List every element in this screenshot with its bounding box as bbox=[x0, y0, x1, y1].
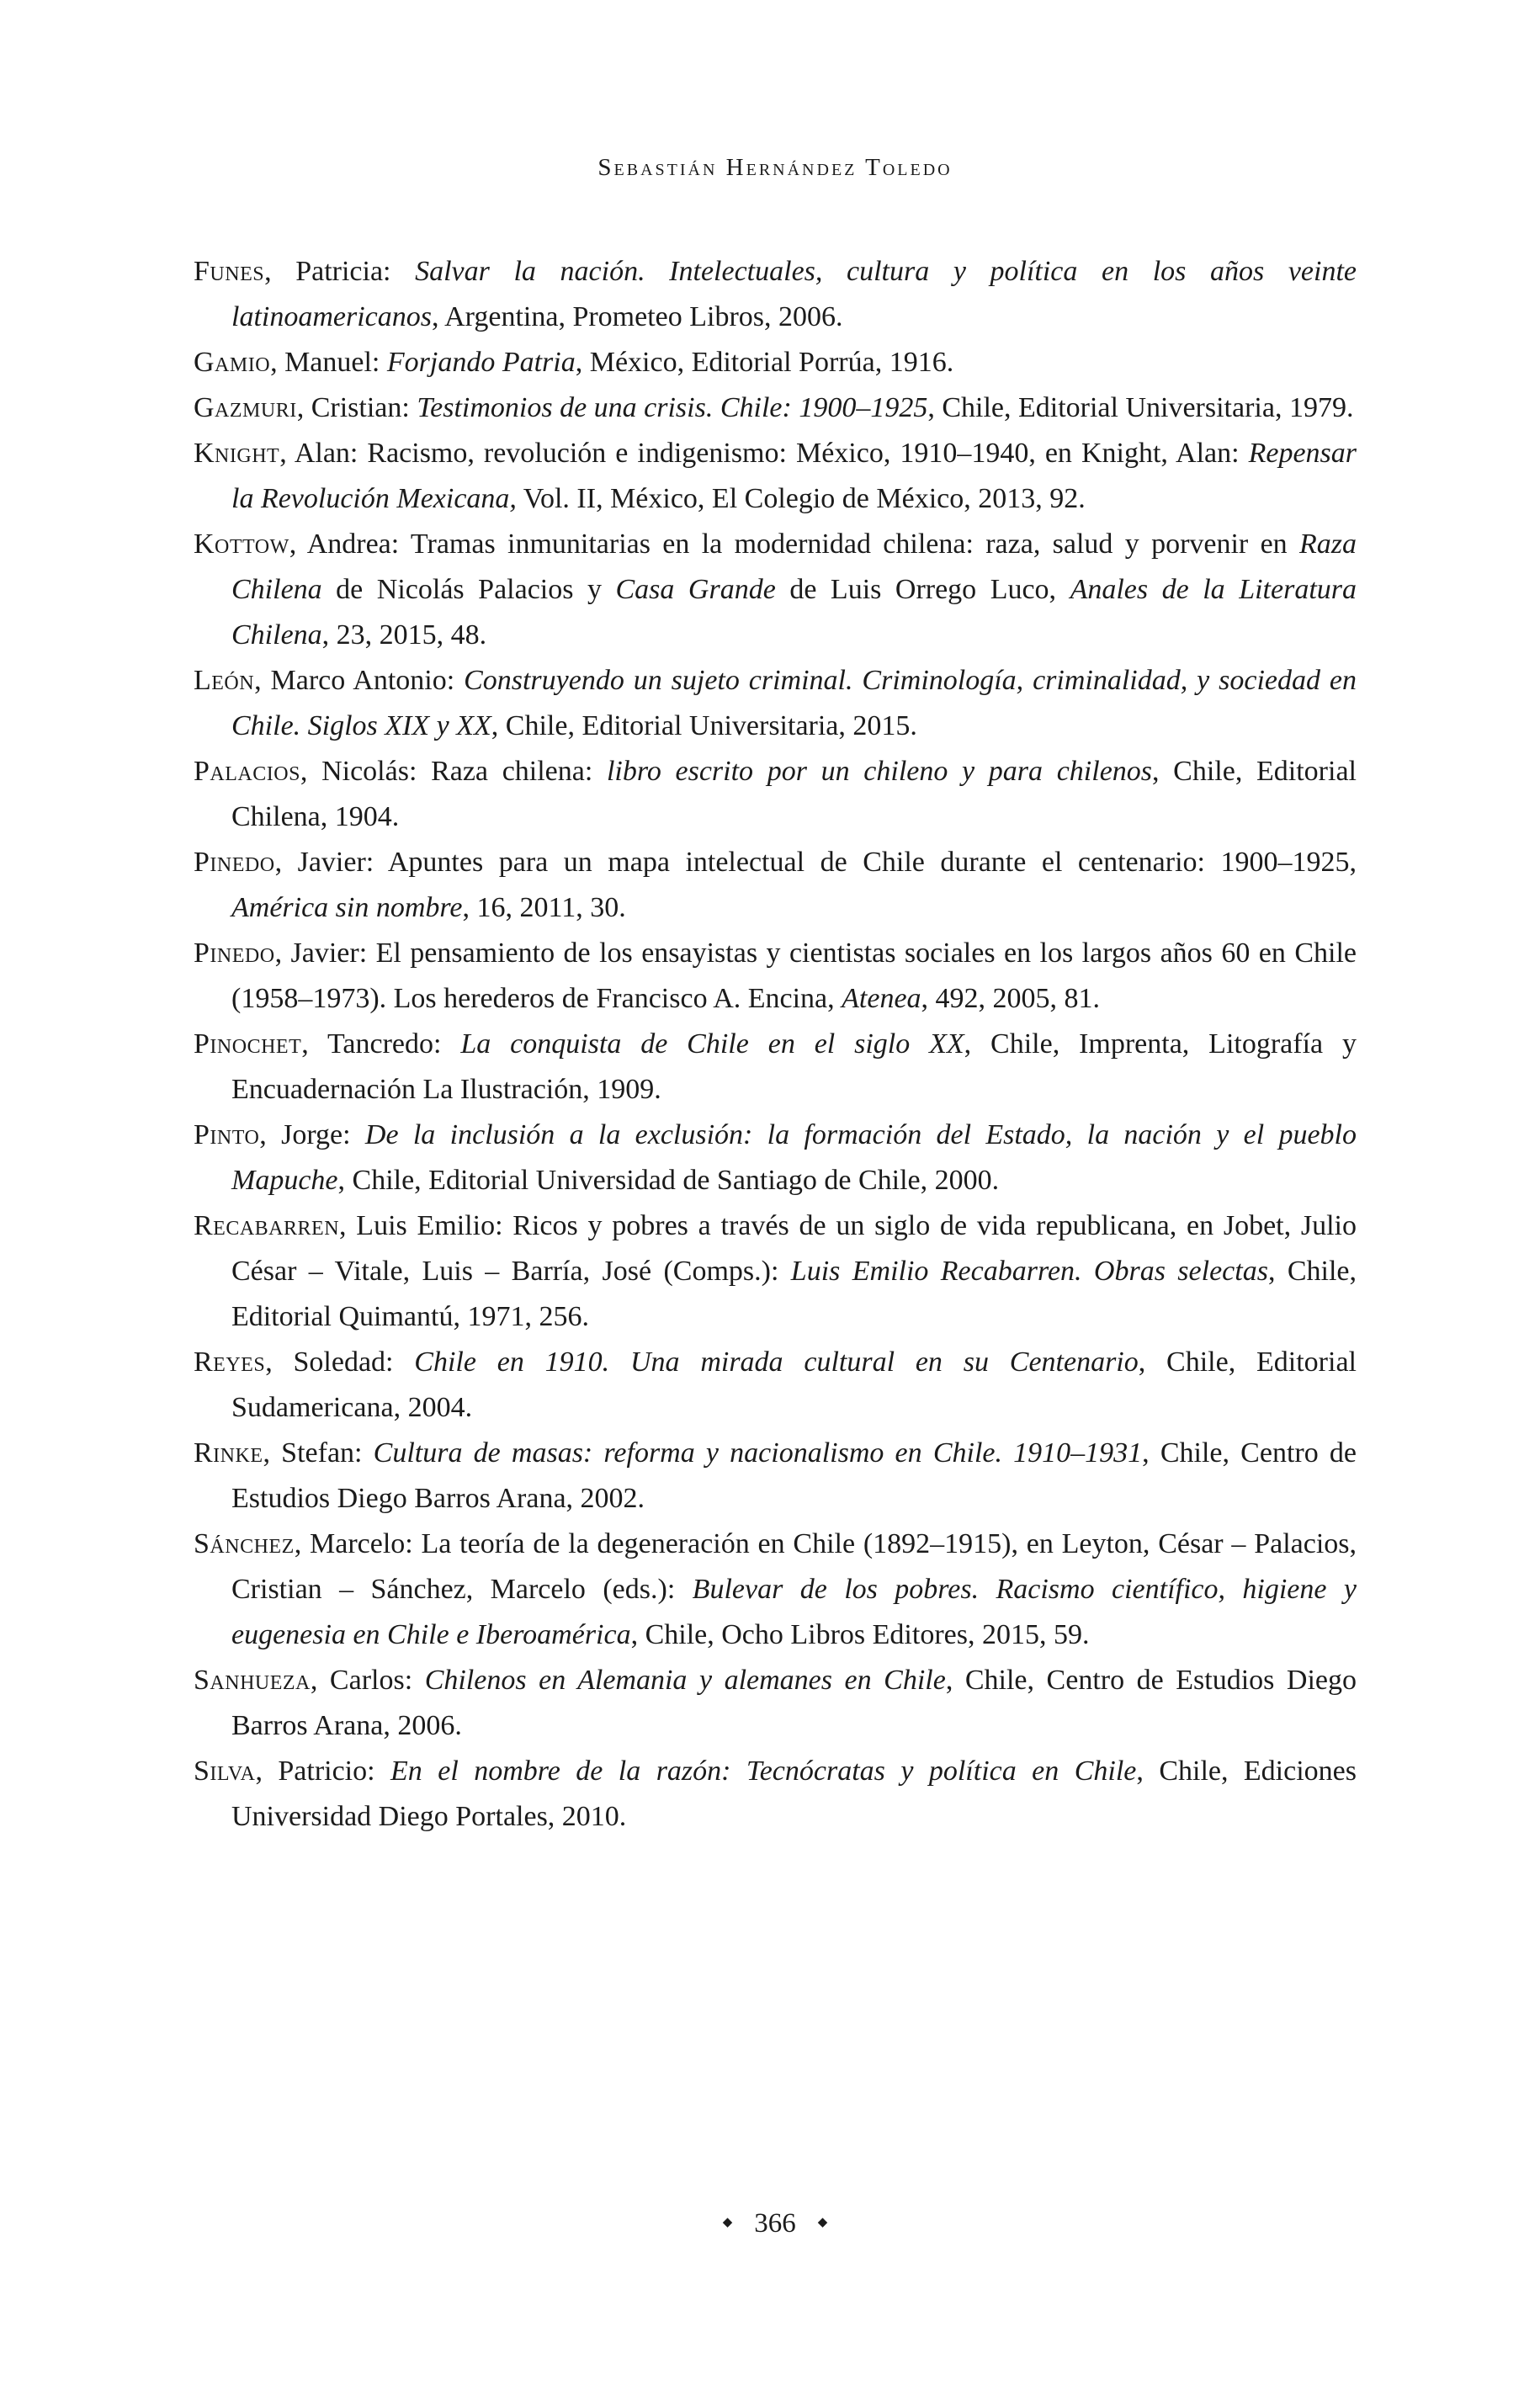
work-title: Construyendo un sujeto criminal. Criminología, criminalidad, y sociedad en Chile. Siglos XIX y XX bbox=[231, 665, 1357, 741]
work-title: Forjando Patria bbox=[386, 347, 576, 378]
bibliography-entry bbox=[194, 431, 1357, 522]
entry-text: , Marco Antonio: bbox=[254, 665, 465, 696]
work-title: La conquista de Chile en el siglo XX bbox=[460, 1028, 964, 1060]
bibliography-entry bbox=[194, 1749, 1357, 1840]
running-header bbox=[194, 154, 1357, 182]
entry-text: , Carlos: bbox=[310, 1665, 425, 1696]
page-footer bbox=[194, 2208, 1357, 2239]
entry-text: , Chile, Centro de Estudios Diego Barros Arana, 2006. bbox=[231, 1665, 1357, 1741]
work-title: Bulevar de los pobres. Racismo científico, higiene y eugenesia en Chile e Iberoamérica bbox=[231, 1574, 1357, 1650]
author-surname: Pinedo bbox=[194, 938, 275, 969]
work-title: Anales de la Literatura Chilena bbox=[231, 574, 1357, 651]
entry-text: , Andrea: Tramas inmunitarias en la modernidad chilena: raza, salud y porvenir en bbox=[289, 529, 1299, 560]
work-title: Chilenos en Alemania y alemanes en Chile bbox=[424, 1665, 946, 1696]
author-surname: Knight bbox=[194, 438, 280, 469]
bibliography-entry bbox=[194, 340, 1357, 385]
work-title: Atenea bbox=[842, 983, 921, 1014]
work-title: Repensar la Revolución Mexicana, bbox=[231, 438, 1357, 514]
author-surname: Rinke bbox=[194, 1437, 263, 1469]
entry-text: , Tancredo: bbox=[301, 1028, 461, 1060]
author-surname: Kottow bbox=[194, 529, 289, 560]
bibliography-entry bbox=[194, 1658, 1357, 1749]
bibliography-entry bbox=[194, 1431, 1357, 1522]
bibliography-entry bbox=[194, 1113, 1357, 1203]
entry-text: , Manuel: bbox=[270, 347, 387, 378]
entry-text: , Chile, Editorial Universidad de Santiago de Chile, 2000. bbox=[337, 1165, 1000, 1196]
entry-text: , Nicolás: Raza chilena: bbox=[300, 756, 607, 787]
author-surname: Pinochet bbox=[194, 1028, 302, 1060]
work-title: De la inclusión a la exclusión: la formación del Estado, la nación y el pueblo Mapuche bbox=[231, 1119, 1357, 1196]
author-surname: Silva bbox=[194, 1756, 256, 1787]
work-title: América sin nombre bbox=[231, 892, 463, 923]
entry-text: , Chile, Imprenta, Litografía y Encuadernación La Ilustración, 1909. bbox=[231, 1028, 1357, 1105]
running-header-text: Sebastián Hernández Toledo bbox=[597, 154, 953, 181]
work-title: Chile en 1910. Una mirada cultural en su Centenario bbox=[414, 1347, 1139, 1378]
entry-text: , Luis Emilio: Ricos y pobres a través de un siglo de vida republicana, en Jobet, Julio César – Vitale, Luis – Barría, José (Comps.): bbox=[231, 1210, 1357, 1287]
entry-text: , Marcelo: La teoría de la degeneración en Chile (1892–1915), en Leyton, César – Palacios, Cristian – Sánchez, Marcelo (eds.): bbox=[231, 1528, 1357, 1605]
author-surname: León bbox=[194, 665, 255, 696]
bibliography-entry bbox=[194, 1522, 1357, 1658]
entry-text: , Chile, Editorial Universitaria, 2015. bbox=[491, 710, 917, 741]
author-surname: Sánchez bbox=[194, 1528, 295, 1559]
entry-text: , Patricio: bbox=[255, 1756, 391, 1787]
entry-text: , México, Editorial Porrúa, 1916. bbox=[575, 347, 954, 378]
entry-text: , Alan: Racismo, revolución e indigenismo: México, 1910–1940, en Knight, Alan: bbox=[279, 438, 1249, 469]
bibliography-entry bbox=[194, 840, 1357, 931]
entry-text: , Chile, Editorial Sudamericana, 2004. bbox=[231, 1347, 1357, 1423]
work-title: Luis Emilio Recabarren. Obras selectas bbox=[790, 1256, 1268, 1287]
bibliography-entry bbox=[194, 1203, 1357, 1340]
entry-text: , Javier: Apuntes para un mapa intelectual de Chile durante el centenario: 1900–1925, bbox=[274, 847, 1357, 878]
entry-text: , Javier: El pensamiento de los ensayistas y cientistas sociales en los largos años 60 en Chile (1958–1973). Los herederos de Francisco A. Encina, bbox=[231, 938, 1357, 1014]
author-surname: Reyes bbox=[194, 1347, 266, 1378]
entry-text: , Chile, Ocho Libros Editores, 2015, 59. bbox=[630, 1619, 1090, 1650]
footer-ornament-right-icon: ◆ bbox=[817, 2215, 828, 2229]
bibliography-entry bbox=[194, 658, 1357, 749]
entry-text: de Nicolás Palacios y bbox=[321, 574, 616, 605]
work-title: Raza Chilena bbox=[231, 529, 1357, 605]
work-title: Casa Grande bbox=[615, 574, 776, 605]
entry-text: Vol. II, México, El Colegio de México, 2013, 92. bbox=[516, 483, 1086, 514]
entry-text: , Chile, Editorial Quimantú, 1971, 256. bbox=[231, 1256, 1357, 1332]
author-surname: Recabarren bbox=[194, 1210, 340, 1241]
entry-text: , Chile, Ediciones Universidad Diego Portales, 2010. bbox=[231, 1756, 1357, 1832]
footer-ornament-left-icon: ◆ bbox=[722, 2215, 733, 2229]
work-title: Cultura de masas: reforma y nacionalismo en Chile. 1910–1931 bbox=[373, 1437, 1143, 1469]
bibliography-list bbox=[194, 249, 1357, 1840]
entry-text: , Soledad: bbox=[265, 1347, 415, 1378]
bibliography-entry bbox=[194, 1340, 1357, 1431]
bibliography-entry bbox=[194, 522, 1357, 658]
bibliography-entry bbox=[194, 385, 1357, 431]
author-surname: Palacios bbox=[194, 756, 300, 787]
entry-text: , Jorge: bbox=[259, 1119, 365, 1150]
author-surname: Sanhueza bbox=[194, 1665, 311, 1696]
page-number: 366 bbox=[754, 2208, 796, 2239]
entry-text: , 23, 2015, 48. bbox=[321, 619, 487, 651]
entry-text: , 492, 2005, 81. bbox=[921, 983, 1101, 1014]
entry-text: , Cristian: bbox=[296, 392, 417, 423]
bibliography-entry bbox=[194, 1022, 1357, 1113]
entry-text: , Argentina, Prometeo Libros, 2006. bbox=[431, 301, 843, 332]
author-surname: Pinedo bbox=[194, 847, 275, 878]
bibliography-entry bbox=[194, 249, 1357, 340]
work-title: libro escrito por un chileno y para chilenos bbox=[606, 756, 1153, 787]
entry-text: , Chile, Editorial Universitaria, 1979. bbox=[927, 392, 1354, 423]
author-surname: Funes bbox=[194, 256, 265, 287]
work-title: Testimonios de una crisis. Chile: 1900–1925 bbox=[417, 392, 928, 423]
work-title: En el nombre de la razón: Tecnócratas y política en Chile bbox=[390, 1756, 1137, 1787]
entry-text: , Chile, Editorial Chilena, 1904. bbox=[231, 756, 1357, 832]
entry-text: , Chile, Centro de Estudios Diego Barros Arana, 2002. bbox=[231, 1437, 1357, 1514]
entry-text: , Stefan: bbox=[263, 1437, 374, 1469]
bibliography-entry bbox=[194, 749, 1357, 840]
author-surname: Pinto bbox=[194, 1119, 260, 1150]
entry-text: , Patricia: bbox=[264, 256, 416, 287]
entry-text: de Luis Orrego Luco, bbox=[775, 574, 1070, 605]
work-title: Salvar la nación. Intelectuales, cultura y política en los años veinte latinoamericanos bbox=[231, 256, 1357, 332]
author-surname: Gamio bbox=[194, 347, 271, 378]
bibliography-entry bbox=[194, 931, 1357, 1022]
author-surname: Gazmuri bbox=[194, 392, 297, 423]
entry-text: , 16, 2011, 30. bbox=[462, 892, 626, 923]
